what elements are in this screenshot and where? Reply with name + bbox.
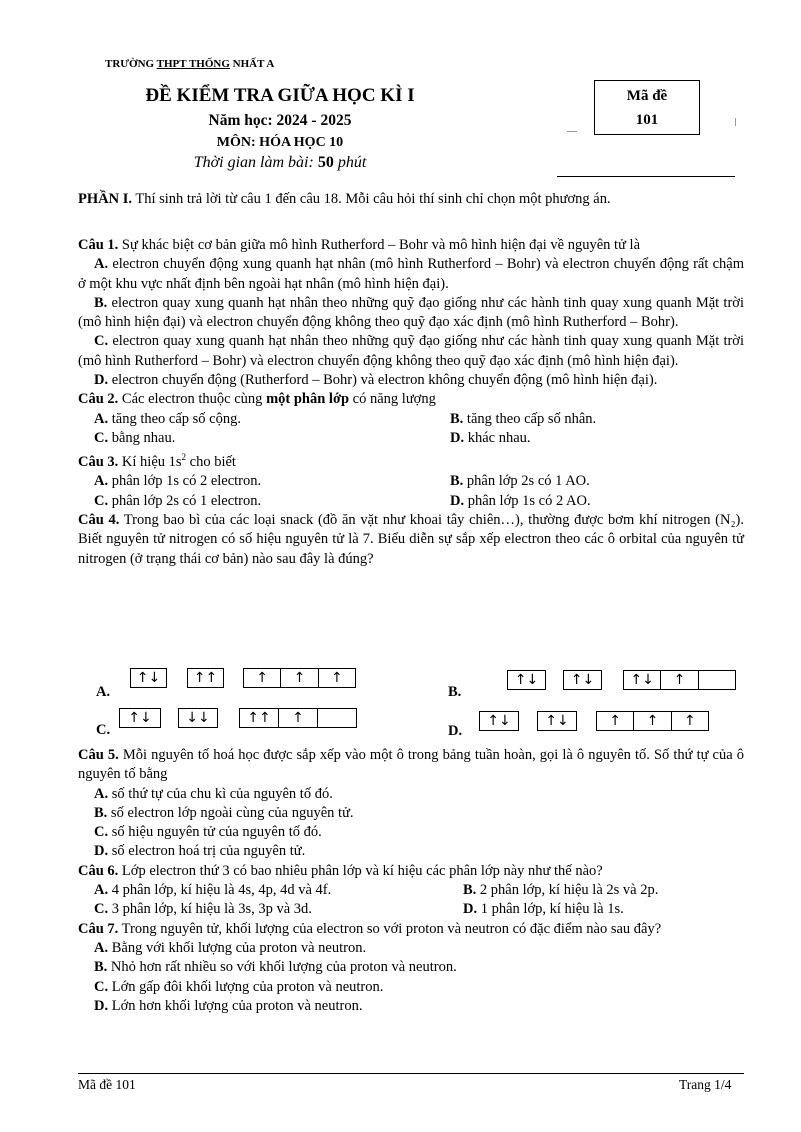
option-text: Lớn gấp đôi khối lượng của proton và neutron. <box>111 978 384 995</box>
electron-pair: ↑↓ <box>545 713 569 729</box>
orbital-1s <box>479 711 519 731</box>
option-text: số electron lớp ngoài cùng của nguyên tử. <box>110 804 354 821</box>
question-label: Câu 1. <box>78 237 119 253</box>
option-4d-label[interactable]: D. <box>448 723 463 739</box>
electron-pair: ↑↓ <box>487 713 511 729</box>
electron-up: ↑ <box>278 709 317 727</box>
question-label: Câu 3. <box>78 454 119 471</box>
option-label: B. <box>450 410 464 427</box>
option-label: A. <box>94 410 109 427</box>
orbital-1s <box>119 708 161 728</box>
question-4 <box>78 511 744 569</box>
option-text: phân lớp 2s có 1 AO. <box>466 473 590 490</box>
option-5a[interactable] <box>78 785 744 804</box>
electron-up: ↑ <box>609 713 622 729</box>
school-prefix: TRƯỜNG <box>105 58 155 70</box>
option-6d[interactable] <box>463 900 744 919</box>
option-3c[interactable] <box>78 492 450 511</box>
question-text: Kí hiệu 1s <box>121 454 182 471</box>
option-1d[interactable] <box>78 371 744 390</box>
question-text: có năng lượng <box>352 391 436 408</box>
option-label: A. <box>94 473 109 490</box>
electron-up: ↑ <box>633 712 670 730</box>
option-3b[interactable] <box>450 472 744 491</box>
orbital-2s <box>537 711 577 731</box>
question-1 <box>78 236 744 255</box>
option-label: A. <box>94 882 109 899</box>
electron-pair: ↑↓ <box>514 672 539 688</box>
question-emphasis: một phân lớp <box>266 391 350 408</box>
time-label: Thời gian làm bài: <box>193 154 314 171</box>
option-label: C. <box>94 901 109 918</box>
superscript: 2 <box>181 452 187 463</box>
option-text: Bằng với khối lượng của proton và neutron. <box>111 939 367 956</box>
question-text: Trong nguyên tử, khối lượng của electron so với proton và neutron có đặc điểm nào sau đây? <box>121 920 662 937</box>
options-row <box>78 410 744 429</box>
option-text: 1 phân lớp, kí hiệu là 1s. <box>480 901 624 918</box>
part-text: Thí sinh trả lời từ câu 1 đến câu 18. Mỗi câu hỏi thí sinh chỉ chọn một phương án. <box>135 191 611 207</box>
question-5 <box>78 746 744 785</box>
electron-double-up: ↑↑ <box>193 670 218 686</box>
option-text: electron chuyển động xung quanh hạt nhân (mô hình Rutherford – Bohr) và electron chuyển động rất chậm ở một khu vực nhất định bên ngoài hạt nhân (mô hình hiện đại). <box>78 256 744 292</box>
divider <box>567 131 577 132</box>
electron-empty <box>317 709 356 727</box>
school-year: Năm học: 2024 - 2025 <box>208 112 352 129</box>
option-text: số hiệu nguyên tử của nguyên tố đó. <box>111 824 322 841</box>
option-text: số electron hoá trị của nguyên tử. <box>111 843 306 860</box>
option-label: D. <box>450 429 465 446</box>
option-4b-label[interactable]: B. <box>448 684 462 700</box>
question-2 <box>78 390 744 409</box>
question-text: cho biết <box>189 454 236 471</box>
option-label: D. <box>463 901 478 918</box>
question-text: Mỗi nguyên tố hoá học được sắp xếp vào một ô trong bảng tuần hoàn, gọi là ô nguyên tố. Số thứ tự của ô nguyên tố bằng <box>78 747 744 783</box>
option-text: Nhỏ hơn rất nhiều so với khối lượng của proton và neutron. <box>110 959 457 976</box>
option-text: 2 phân lớp, kí hiệu là 2s và 2p. <box>479 882 659 899</box>
orbital-2p <box>623 670 736 690</box>
electron-pair: ↑↓ <box>128 710 152 726</box>
option-text: Lớn hơn khối lượng của proton và neutron. <box>111 997 363 1014</box>
option-1c[interactable] <box>78 332 744 371</box>
option-text: 4 phân lớp, kí hiệu là 4s, 4p, 4d và 4f. <box>111 882 332 899</box>
option-label: B. <box>94 804 108 821</box>
electron-double-down: ↓↓ <box>186 710 210 726</box>
orbital-2p <box>596 711 709 731</box>
orbital-2s <box>187 668 224 688</box>
orbital-2s <box>563 670 602 690</box>
time-value: 50 <box>317 154 334 171</box>
orbital-2p <box>243 668 356 688</box>
subject: MÔN: HÓA HỌC 10 <box>216 135 344 150</box>
option-4c-label[interactable]: C. <box>96 722 111 738</box>
option-2c[interactable] <box>78 429 450 448</box>
electron-up: ↑ <box>280 669 317 687</box>
exam-code-box <box>594 80 700 135</box>
option-5d[interactable] <box>78 842 744 861</box>
school-name <box>105 58 274 70</box>
option-label: C. <box>94 824 109 841</box>
divider <box>735 118 736 126</box>
part-instruction <box>78 190 744 209</box>
option-5b[interactable] <box>78 804 744 823</box>
options-row <box>78 429 744 448</box>
option-label: C. <box>94 429 109 446</box>
question-label: Câu 6. <box>78 862 119 879</box>
option-label: A. <box>94 256 109 273</box>
question-text: Lớp electron thứ 3 có bao nhiêu phân lớp và kí hiệu các phân lớp này như thế nào? <box>121 862 603 879</box>
option-label: D. <box>94 843 109 860</box>
option-label: B. <box>94 294 108 311</box>
question-6 <box>78 862 744 881</box>
orbital-1s <box>130 668 167 688</box>
option-1a[interactable] <box>78 255 744 294</box>
option-3a[interactable] <box>78 472 450 491</box>
option-label: C. <box>94 978 109 995</box>
question-7 <box>78 920 744 939</box>
option-2d[interactable] <box>450 429 744 448</box>
option-text: 3 phân lớp, kí hiệu là 3s, 3p và 3d. <box>111 901 312 918</box>
school-main: THPT THỐNG <box>156 58 230 70</box>
electron-up: ↑ <box>660 671 697 689</box>
option-label: B. <box>463 882 477 899</box>
electron-up: ↑ <box>318 669 355 687</box>
option-label: A. <box>94 939 109 956</box>
question-3 <box>78 448 744 472</box>
footer-exam-code: Mã đề 101 <box>78 1077 136 1092</box>
option-7d[interactable] <box>78 997 744 1016</box>
option-label: B. <box>450 473 464 490</box>
option-text: tăng theo cấp số nhân. <box>466 410 597 427</box>
option-text: phân lớp 2s có 1 electron. <box>111 492 262 509</box>
option-6c[interactable] <box>78 900 463 919</box>
option-label: A. <box>94 785 109 802</box>
electron-up: ↑ <box>671 712 708 730</box>
option-text: tăng theo cấp số cộng. <box>111 410 241 427</box>
question-label: Câu 2. <box>78 391 119 408</box>
part-label: PHẦN I. <box>78 191 132 207</box>
school-suffix: NHẤT A <box>232 58 275 70</box>
divider <box>557 176 735 177</box>
option-label: C. <box>94 492 109 509</box>
question-label: Câu 7. <box>78 920 119 937</box>
question-text: Các electron thuộc cùng <box>121 391 263 408</box>
option-4a-label[interactable]: A. <box>96 684 111 700</box>
question-label: Câu 5. <box>78 747 119 763</box>
option-7b[interactable] <box>78 958 744 977</box>
option-7c[interactable] <box>78 978 744 997</box>
question-text: Sự khác biệt cơ bản giữa mô hình Rutherford – Bohr và mô hình hiện đại về nguyên tử là <box>121 237 641 253</box>
option-text: số thứ tự của chu kì của nguyên tố đó. <box>111 785 333 802</box>
option-label: D. <box>94 372 109 389</box>
option-label: D. <box>94 997 109 1014</box>
option-label: C. <box>94 333 109 350</box>
questions-block-2 <box>78 746 744 1016</box>
electron-pair: ↑↓ <box>630 672 654 688</box>
option-6a[interactable] <box>78 881 463 900</box>
electron-pair: ↑↓ <box>570 672 595 688</box>
option-label: B. <box>94 959 108 976</box>
option-3d[interactable] <box>450 492 744 511</box>
option-text: phân lớp 1s có 2 AO. <box>467 492 591 509</box>
option-1b[interactable] <box>78 294 744 333</box>
exam-title: ĐỀ KIỂM TRA GIỮA HỌC KÌ I <box>145 85 415 106</box>
option-label: D. <box>450 492 465 509</box>
footer-page-number: Trang 1/4 <box>679 1077 732 1092</box>
option-text: electron quay xung quanh hạt nhân theo những quỹ đạo giống như các hành tinh quay xung quanh Mặt trời (mô hình hiện đại) và electron chuyển động không theo quỹ đạo xác định (mô hình Rutherford – Bohr). <box>78 294 744 331</box>
footer-divider <box>78 1073 744 1074</box>
option-text: electron quay xung quanh hạt nhân theo những quỹ đạo giống như các hành tinh quay xung quanh Mặt trời (mô hình Rutherford – Bohr) và electron chuyển động không theo quỹ đạo xác định (mô hình hiện đại). <box>78 333 745 369</box>
question-label: Câu 4. <box>78 511 120 528</box>
option-5c[interactable] <box>78 823 744 842</box>
options-row <box>78 900 744 919</box>
orbital-1s <box>507 670 546 690</box>
options-row <box>78 881 744 900</box>
option-7a[interactable] <box>78 939 744 958</box>
options-row <box>78 472 744 491</box>
question-text: Trong bao bì của các loại snack (đồ ăn vặt như khoai tây chiên…), thường được bơm khí nitrogen (N₂). Biết nguyên tử nitrogen có số hiệu nguyên tử là 7. Biểu diễn sự sắp xếp electron theo các ô orbital của nguyên tử nitrogen (ở trạng thái cơ bản) nào sau đây là đúng? <box>78 511 744 567</box>
electron-up: ↑ <box>256 670 269 686</box>
electron-empty <box>698 671 735 689</box>
option-2b[interactable] <box>450 410 744 429</box>
exam-code-label: Mã đề <box>626 88 668 104</box>
options-row <box>78 492 744 511</box>
electron-pair: ↑↓ <box>136 670 161 686</box>
option-text: khác nhau. <box>467 429 531 446</box>
exam-code-value: 101 <box>635 112 659 128</box>
option-text: phân lớp 1s có 2 electron. <box>111 473 262 490</box>
exam-time <box>0 154 560 172</box>
time-unit: phút <box>337 154 367 171</box>
orbital-2p <box>239 708 357 728</box>
questions-block-1 <box>78 236 744 569</box>
option-text: electron chuyển động (Rutherford – Bohr) và electron không chuyển động (mô hình hiện đại). <box>111 372 658 389</box>
option-2a[interactable] <box>78 410 450 429</box>
electron-double-up: ↑↑ <box>247 710 271 726</box>
option-text: bằng nhau. <box>111 429 176 446</box>
orbital-2s <box>178 708 218 728</box>
option-6b[interactable] <box>463 881 744 900</box>
